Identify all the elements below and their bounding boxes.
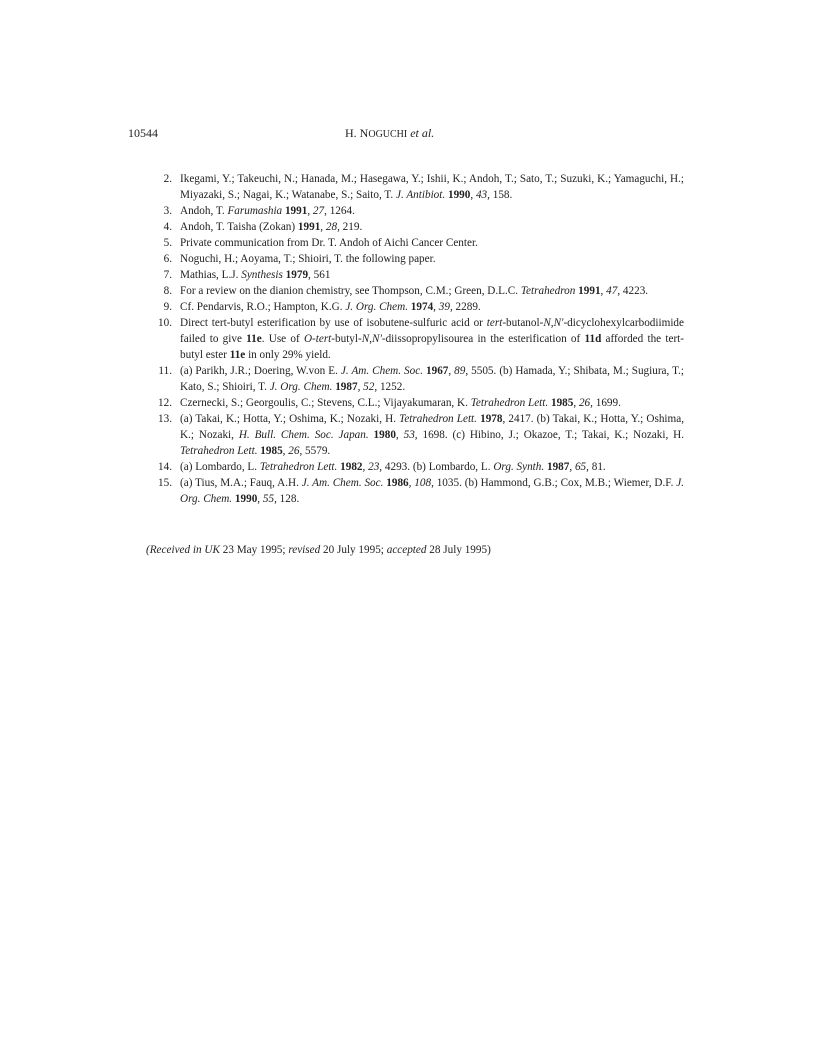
text-run: 26	[578, 397, 591, 409]
reference-number: 10.	[158, 317, 172, 329]
text-run: Andoh, T. Taisha (Zokan)	[180, 221, 298, 233]
reference-text	[180, 395, 684, 411]
text-run: 1967	[426, 365, 449, 377]
reference-text	[180, 363, 684, 395]
text-run: , 158.	[487, 189, 513, 201]
text-run: J. Am. Chem. Soc.	[301, 477, 384, 489]
text-run: 1991	[578, 285, 601, 297]
text-run: 11e	[229, 349, 246, 361]
text-run: (a) Tius, M.A.; Fauq, A.H.	[180, 477, 302, 489]
reference-item	[144, 267, 684, 283]
reference-number: 5.	[163, 237, 172, 249]
reference-item	[144, 315, 684, 363]
text-run: 53	[403, 429, 415, 441]
text-run: , 5579.	[299, 445, 331, 457]
reference-item	[144, 395, 684, 411]
page-header	[0, 126, 816, 144]
text-run: Cf. Pendarvis, R.O.; Hampton, K.G.	[180, 301, 346, 313]
text-run: J. Antibiot.	[395, 189, 446, 201]
text-run: ,	[433, 301, 439, 313]
text-run: 52	[363, 381, 375, 393]
running-head-authors	[345, 126, 434, 141]
reference-number: 2.	[163, 173, 172, 185]
text-run: ,	[470, 189, 476, 201]
text-run: H. Bull. Chem. Soc. Japan.	[238, 429, 369, 441]
text-run: O-tert	[303, 333, 332, 345]
text-run: 23 May 1995;	[219, 544, 289, 556]
text-run: , 561	[308, 269, 331, 281]
text-run: , 1699.	[590, 397, 621, 409]
reference-number: 6.	[163, 253, 172, 265]
text-run: N,N'	[543, 317, 564, 329]
reference-text	[180, 251, 684, 267]
text-run: 43	[475, 189, 488, 201]
text-run: -dicyclohexylcarbodiimide failed to give	[180, 317, 684, 345]
text-run: 1985	[550, 397, 574, 409]
reference-number: 11.	[158, 365, 172, 377]
text-run: 1987	[546, 461, 570, 473]
text-run: N,N'	[361, 333, 382, 345]
text-run: 1991	[284, 205, 308, 217]
text-run: Mathias, L.J.	[180, 269, 242, 281]
et-al: et al.	[410, 126, 435, 140]
reference-number: 14.	[158, 461, 172, 473]
text-run: 23	[368, 461, 380, 473]
text-run: 1979	[285, 269, 309, 281]
text-run: revised	[288, 544, 321, 556]
reference-text	[180, 459, 684, 475]
text-run: (a) Lombardo, L.	[180, 461, 260, 473]
text-run: Farumashia	[227, 205, 283, 217]
received-dates	[146, 544, 491, 556]
text-run: Direct tert-butyl esterification by use of isobutene-sulfuric acid or	[180, 317, 487, 329]
reference-text	[180, 203, 684, 219]
text-run: 65	[574, 461, 587, 473]
text-run: 1980	[373, 429, 396, 441]
text-run: 28	[325, 221, 338, 233]
author-initial: H. N	[345, 126, 369, 140]
text-run: -butyl-	[331, 333, 362, 345]
text-run: 26	[288, 445, 300, 457]
reference-text	[180, 235, 684, 251]
reference-item	[144, 283, 684, 299]
author-smallcaps: OGUCHI	[368, 129, 408, 140]
text-run: ,	[600, 285, 607, 297]
text-run: , 2417. (b) Takai, K.; Hotta, Y.; Oshima, K.; Nozaki,	[180, 413, 684, 441]
reference-item	[144, 251, 684, 267]
reference-item	[144, 299, 684, 315]
reference-item	[144, 171, 684, 203]
text-run: J. Org. Chem.	[180, 477, 684, 505]
text-run: ,	[408, 477, 415, 489]
reference-item	[144, 219, 684, 235]
text-run: ,	[569, 461, 575, 473]
text-run: tert	[486, 317, 503, 329]
reference-text	[180, 411, 684, 459]
text-run: , 4293. (b) Lombardo, L.	[379, 461, 494, 473]
text-run: Czernecki, S.; Georgoulis, C.; Stevens, C.L.; Vijayakumaran, K.	[180, 397, 471, 409]
text-run: 20 July 1995;	[320, 544, 387, 556]
text-run: Tetrahedron Lett.	[180, 445, 258, 457]
text-run: For a review on the dianion chemistry, see Thompson, C.M.; Green, D.L.C.	[180, 285, 521, 297]
text-run: Private communication from Dr. T. Andoh of Aichi Cancer Center.	[180, 237, 478, 249]
reference-text	[180, 315, 684, 363]
text-run: . Use of	[261, 333, 304, 345]
text-run: 1990	[234, 493, 258, 505]
text-run: (a) Takai, K.; Hotta, Y.; Oshima, K.; Nozaki, H.	[180, 413, 400, 425]
text-run: 1982	[340, 461, 363, 473]
text-run: (a) Parikh, J.R.; Doering, W.von E.	[180, 365, 341, 377]
text-run: , 128.	[274, 493, 300, 505]
text-run: , 1698. (c) Hibino, J.; Okazoe, T.; Takai, K.; Nozaki, H.	[414, 429, 684, 441]
reference-item	[144, 203, 684, 219]
text-run: , 1252.	[374, 381, 406, 393]
reference-number: 3.	[163, 205, 172, 217]
text-run: , 1264.	[324, 205, 355, 217]
text-run: 1985	[260, 445, 283, 457]
text-run: -butanol-	[502, 317, 544, 329]
text-run: (Received in UK	[146, 544, 220, 556]
text-run: Tetrahedron Lett.	[470, 397, 549, 409]
reference-number: 7.	[163, 269, 172, 281]
reference-item	[144, 459, 684, 475]
text-run: J. Org. Chem.	[345, 301, 408, 313]
text-run: ,	[362, 461, 369, 473]
reference-number: 4.	[163, 221, 172, 233]
text-run: Noguchi, H.; Aoyama, T.; Shioiri, T. the following paper.	[180, 253, 436, 265]
text-run: afforded the tert-butyl ester	[180, 333, 685, 361]
text-run: , 1035. (b) Hammond, G.B.; Cox, M.B.; Wiemer, D.F.	[431, 477, 677, 489]
text-run: Synthesis	[241, 269, 283, 281]
text-run: 28 July 1995)	[426, 544, 491, 556]
text-run: ,	[257, 493, 263, 505]
reference-text	[180, 219, 684, 235]
text-run: 11d	[584, 333, 602, 345]
text-run: 27	[312, 205, 325, 217]
text-run: 1978	[480, 413, 503, 425]
reference-item	[144, 363, 684, 395]
text-run: 89	[454, 365, 466, 377]
reference-number: 9.	[163, 301, 172, 313]
text-run: J. Org. Chem.	[269, 381, 333, 393]
text-run: ,	[395, 429, 404, 441]
reference-item	[144, 411, 684, 459]
reference-number: 8.	[163, 285, 172, 297]
text-run: , 5505. (b) Hamada, Y.; Shibata, M.; Sugiura, T.; Kato, S.; Shioiri, T.	[180, 365, 685, 393]
reference-number: 15.	[158, 477, 172, 489]
reference-text	[180, 299, 684, 315]
text-run: , 4223.	[617, 285, 649, 297]
text-run: in only 29% yield.	[245, 349, 331, 361]
text-run: 39	[438, 301, 450, 313]
text-run: 1991	[297, 221, 321, 233]
reference-list	[144, 171, 684, 507]
reference-text	[180, 475, 684, 507]
reference-number: 12.	[158, 397, 172, 409]
text-run: 1987	[335, 381, 358, 393]
text-run: 1974	[410, 301, 434, 313]
text-run: ,	[307, 205, 313, 217]
reference-number: 13.	[158, 413, 172, 425]
text-run: 47	[606, 285, 618, 297]
text-run: accepted	[386, 544, 427, 556]
text-run: -diissopropylisourea in the esterification of	[381, 333, 585, 345]
text-run: ,	[357, 381, 364, 393]
reference-text	[180, 267, 684, 283]
text-run: 108	[414, 477, 432, 489]
text-run: Org. Synth.	[493, 461, 545, 473]
reference-item	[144, 475, 684, 507]
text-run: Tetrahedron Lett.	[259, 461, 338, 473]
reference-item	[144, 235, 684, 251]
text-run: , 219.	[337, 221, 363, 233]
reference-text	[180, 283, 684, 299]
text-run: ,	[320, 221, 326, 233]
text-run: ,	[573, 397, 579, 409]
text-run: , 2289.	[449, 301, 481, 313]
page-number: 10544	[128, 126, 158, 140]
text-run: Tetrahedron	[520, 285, 576, 297]
reference-text	[180, 171, 684, 203]
text-run: ,	[282, 445, 289, 457]
text-run: , 81.	[586, 461, 606, 473]
text-run: Andoh, T.	[180, 205, 228, 217]
text-run: 55	[262, 493, 275, 505]
text-run: J. Am. Chem. Soc.	[340, 365, 423, 377]
text-run: 1986	[386, 477, 409, 489]
text-run: 1990	[447, 189, 471, 201]
text-run: Tetrahedron Lett.	[399, 413, 477, 425]
text-run: Ikegami, Y.; Takeuchi, N.; Hanada, M.; Hasegawa, Y.; Ishii, K.; Andoh, T.; Sato, T.; Suzuki, K.; Yamaguchi, H.; Miyazaki, S.; Nagai, K.; Watanabe, S.; Saito, T.	[180, 173, 684, 201]
text-run: 11e	[246, 333, 262, 345]
text-run: ,	[448, 365, 455, 377]
